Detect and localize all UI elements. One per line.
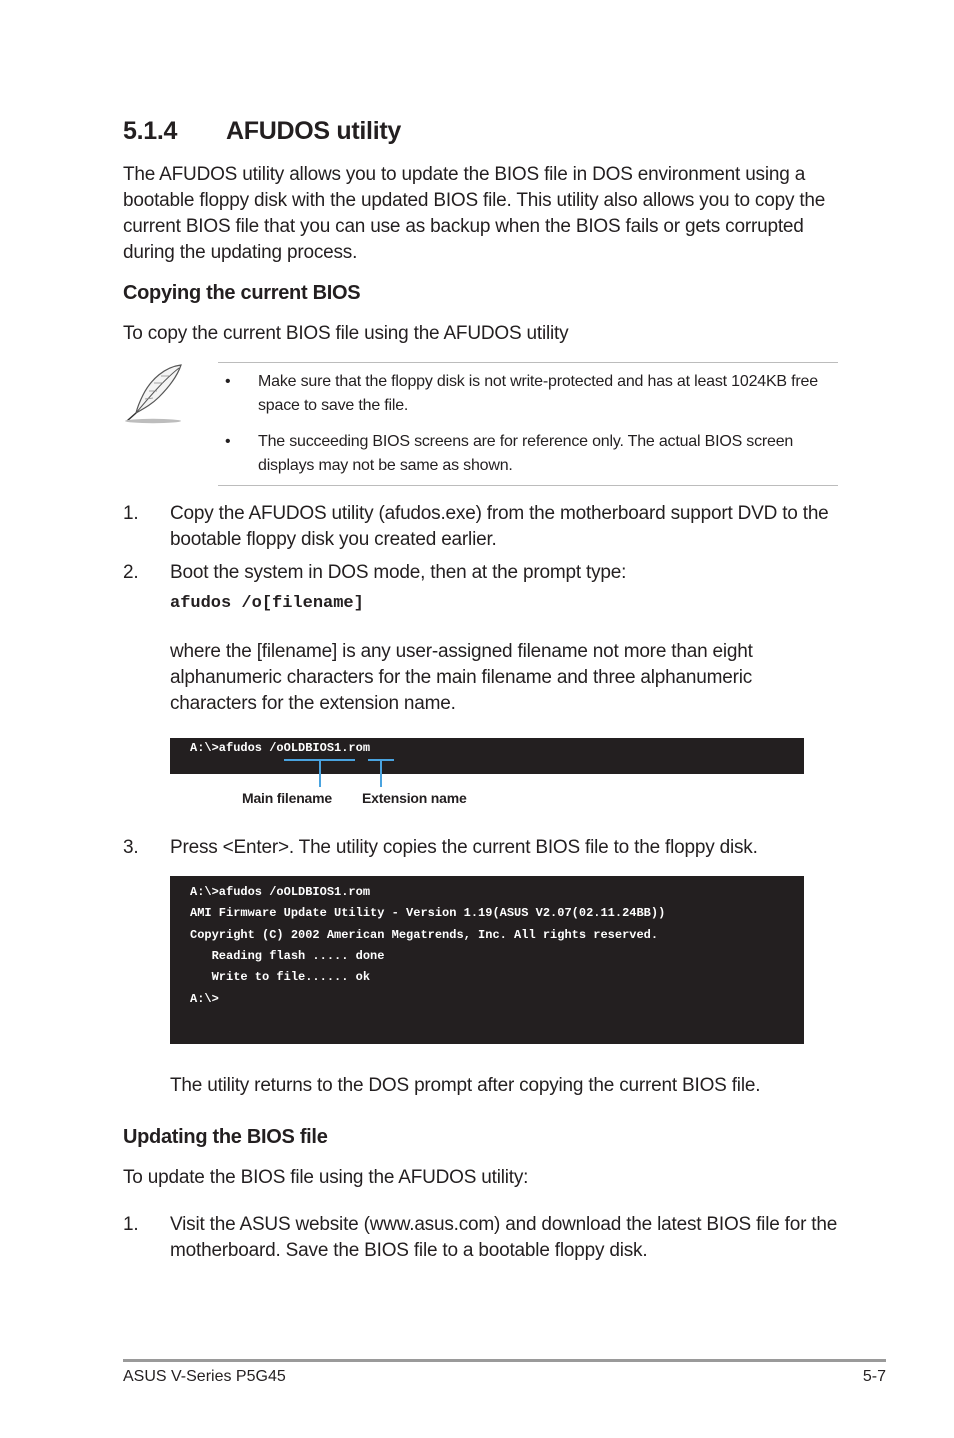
- step-number: 2.: [123, 562, 139, 583]
- intro-paragraph: The AFUDOS utility allows you to update the BIOS file in DOS environment using a bootable floppy disk with the updated BIOS file. This utility also allows you to copy the current BIOS file that you can use as backup when the BIOS fails or gets corrupted during the updating process.: [123, 164, 826, 263]
- note-text: Make sure that the floppy disk is not write-protected and has at least 1024KB free space to save the file.: [258, 373, 818, 414]
- step-text: Press <Enter>. The utility copies the current BIOS file to the floppy disk.: [170, 837, 758, 858]
- step-number: 3.: [123, 837, 139, 858]
- main-filename-label: Main filename: [242, 790, 332, 806]
- extension-pointer: [380, 759, 382, 787]
- step-text: Boot the system in DOS mode, then at the prompt type:: [170, 562, 627, 583]
- step-text: Visit the ASUS website (www.asus.com) and download the latest BIOS file for the motherboard. Save the BIOS file to a bootable floppy disk.: [170, 1214, 838, 1261]
- screen-line: A:\>: [190, 992, 219, 1006]
- footer-product: ASUS V-Series P5G45: [123, 1368, 286, 1385]
- section-number: 5.1.4: [123, 117, 178, 145]
- section-title: [123, 117, 401, 146]
- main-filename-pointer: [319, 759, 321, 787]
- footer-rule: [123, 1359, 886, 1362]
- step-text: Copy the AFUDOS utility (afudos.exe) from the motherboard support DVD to the bootable floppy disk you created earlier.: [170, 503, 829, 550]
- extension-name-label: Extension name: [362, 790, 467, 806]
- screen-line: Reading flash ..... done: [190, 949, 385, 963]
- copying-heading: Copying the current BIOS: [123, 282, 361, 304]
- screen-line: Write to file...... ok: [190, 970, 371, 984]
- note-bullet: •: [225, 433, 231, 450]
- example-prompt-screen: [170, 738, 804, 774]
- after-copy-paragraph: The utility returns to the DOS prompt after copying the current BIOS file.: [170, 1075, 761, 1096]
- note-box: [218, 362, 838, 486]
- step-number: 1.: [123, 503, 139, 524]
- updating-heading: Updating the BIOS file: [123, 1126, 328, 1148]
- section-title-text: AFUDOS utility: [226, 117, 401, 145]
- screen-line: AMI Firmware Update Utility - Version 1.19(ASUS V2.07(02.11.24BB)): [190, 906, 666, 920]
- screen-line: A:\>afudos /oOLDBIOS1.rom: [190, 741, 371, 755]
- step-number: 1.: [123, 1214, 139, 1235]
- where-paragraph: where the [filename] is any user-assigned filename not more than eight alphanumeric characters for the main filename and three alphanumeric characters for the extension name.: [170, 641, 753, 714]
- screen-line: Copyright (C) 2002 American Megatrends, Inc. All rights reserved.: [190, 928, 659, 942]
- screen-line: A:\>afudos /oOLDBIOS1.rom: [190, 885, 371, 899]
- note-text: The succeeding BIOS screens are for reference only. The actual BIOS screen displays may not be same as shown.: [258, 433, 794, 474]
- copying-lead: To copy the current BIOS file using the AFUDOS utility: [123, 323, 569, 344]
- dos-output-screen: [170, 876, 804, 1044]
- updating-lead: To update the BIOS file using the AFUDOS utility:: [123, 1167, 529, 1188]
- feather-pen-icon: [121, 361, 187, 425]
- note-bullet: •: [225, 373, 231, 390]
- command-text: afudos /o[filename]: [170, 594, 364, 613]
- page-number: 5-7: [862, 1368, 886, 1385]
